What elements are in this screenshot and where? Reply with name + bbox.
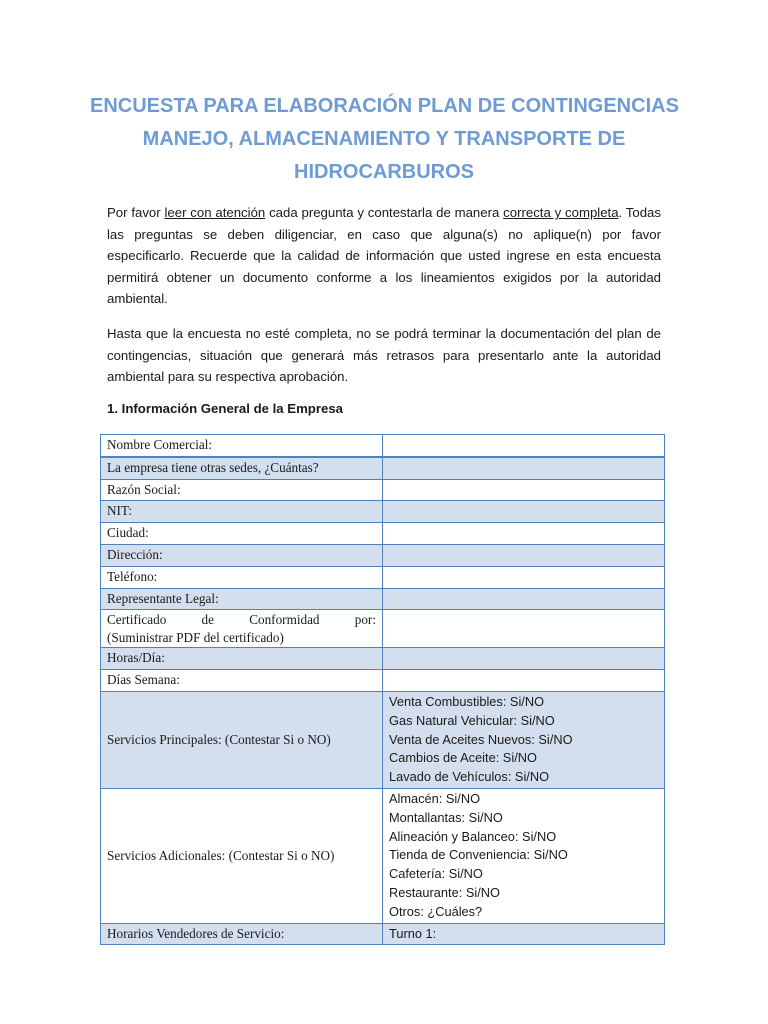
table-row	[101, 691, 665, 788]
instructions-text-3: . Todas las preguntas se deben diligenciar, en caso que alguna(s) no aplique(n) por favor especificarlo. Recuerde que la calidad de información que usted ingrese en esta encuesta permitirá obtener un documento conforme a los lineamientos exigidos por la autoridad ambiental.	[107, 205, 661, 306]
row-label: Horas/Día:	[101, 648, 383, 670]
dias-semana-field[interactable]	[383, 670, 665, 692]
row-label: Representante Legal:	[101, 588, 383, 610]
title-line-3: HIDROCARBUROS	[294, 161, 474, 183]
razon-social-field[interactable]	[383, 479, 665, 501]
title-line-1: ENCUESTA PARA ELABORACIÓN PLAN DE CONTINGENCIAS	[90, 95, 679, 117]
instructions-paragraph	[107, 202, 661, 310]
title-line-2: MANEJO, ALMACENAMIENTO Y TRANSPORTE DE	[142, 128, 626, 150]
document-title	[90, 90, 678, 189]
instructions-underline-2: correcta y completa	[503, 205, 619, 220]
row-label: NIT:	[101, 501, 383, 523]
otras-sedes-field[interactable]	[383, 457, 665, 479]
telefono-field[interactable]	[383, 566, 665, 588]
table-row	[101, 479, 665, 501]
nit-field[interactable]	[383, 501, 665, 523]
service-option: Cambios de Aceite: Si/NO	[389, 750, 537, 766]
company-info-table	[100, 434, 665, 945]
row-label: La empresa tiene otras sedes, ¿Cuántas?	[101, 457, 383, 479]
horas-dia-field[interactable]	[383, 648, 665, 670]
nombre-comercial-field[interactable]	[383, 435, 665, 457]
direccion-field[interactable]	[383, 544, 665, 566]
horarios-field[interactable]: Turno 1:	[383, 923, 665, 945]
service-option: Venta de Aceites Nuevos: Si/NO	[389, 731, 573, 747]
row-label-line-1: Certificado de Conformidad por:	[107, 612, 376, 628]
service-option: Gas Natural Vehicular: Si/NO	[389, 712, 555, 728]
service-option: Almacén: Si/NO	[389, 790, 481, 806]
instructions-text-2: cada pregunta y contestarla de manera	[265, 205, 504, 220]
service-option: Otros: ¿Cuáles?	[389, 903, 483, 919]
section-title: 1. Información General de la Empresa	[107, 401, 343, 416]
row-label-line-2: (Suministrar PDF del certificado)	[107, 629, 284, 645]
row-label: Teléfono:	[101, 566, 383, 588]
table-row	[101, 435, 665, 457]
servicios-principales-field[interactable]	[383, 691, 665, 788]
table-row	[101, 610, 665, 648]
service-option: Alineación y Balanceo: Si/NO	[389, 828, 557, 844]
table-row	[101, 788, 665, 923]
table-row	[101, 501, 665, 523]
service-option: Venta Combustibles: Si/NO	[389, 693, 545, 709]
row-label: Horarios Vendedores de Servicio:	[101, 923, 383, 945]
row-label	[101, 610, 383, 648]
table-row	[101, 923, 665, 945]
servicios-adicionales-field[interactable]	[383, 788, 665, 923]
table-row	[101, 670, 665, 692]
service-option: Montallantas: Si/NO	[389, 809, 503, 825]
table-row	[101, 523, 665, 545]
representante-legal-field[interactable]	[383, 588, 665, 610]
row-label: Razón Social:	[101, 479, 383, 501]
table-row	[101, 457, 665, 479]
service-option: Tienda de Conveniencia: Si/NO	[389, 847, 568, 863]
table-row	[101, 544, 665, 566]
ciudad-field[interactable]	[383, 523, 665, 545]
row-label: Ciudad:	[101, 523, 383, 545]
row-label: Nombre Comercial:	[101, 435, 383, 457]
row-label: Servicios Principales: (Contestar Si o NO)	[101, 691, 383, 788]
table-row	[101, 648, 665, 670]
completion-paragraph: Hasta que la encuesta no esté completa, no se podrá terminar la documentación del plan de contingencias, situación que generará más retrasos para presentarlo ante la autoridad ambiental para su respectiva aprobación.	[107, 326, 661, 384]
instructions-underline-1: leer con atención	[164, 205, 266, 220]
row-label: Servicios Adicionales: (Contestar Si o NO)	[101, 788, 383, 923]
certificado-field[interactable]	[383, 610, 665, 648]
service-option: Cafetería: Si/NO	[389, 866, 483, 882]
service-option: Lavado de Vehículos: Si/NO	[389, 769, 550, 785]
row-label: Dirección:	[101, 544, 383, 566]
table-row	[101, 566, 665, 588]
service-option: Restaurante: Si/NO	[389, 884, 500, 900]
instructions-text-1: Por favor	[107, 205, 165, 220]
table-row	[101, 588, 665, 610]
row-label: Días Semana:	[101, 670, 383, 692]
